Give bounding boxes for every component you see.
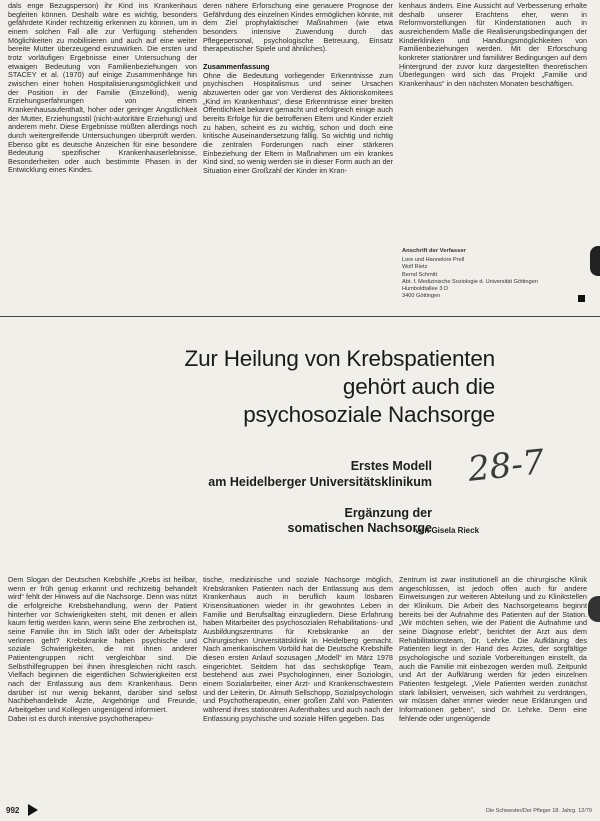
subdeck-line: Ergänzung der — [344, 506, 432, 520]
article-title-line: Zur Heilung von Krebspatienten — [184, 346, 495, 371]
top-column-3 — [399, 2, 587, 152]
author-line: Wolf Rietz — [402, 264, 428, 271]
author-line: Humboldtallee 3 D — [402, 286, 449, 293]
article-byline: von Gisela Rieck — [415, 526, 480, 535]
author-line: Bernd Schmitt — [402, 271, 438, 278]
section-heading-summary: Zusammenfassung — [203, 61, 270, 71]
deck-line: Erstes Modell — [350, 459, 432, 473]
article-column-2-text: tische, medizinische und soziale Nachsorge möglich, Krebskranken Patienten nach der Entlassung aus dem Krankenhaus auch in beruflich kaum lösbaren Krisensituationen wieder in ihr gewohntes Leben in Familie und Berufsalltag einzugliedern. Diese Erfahrung haben Mitarbeiter des psychosozialen Rehabilitations- und Ausbildungszentrums für Krebskranke an der Chirurgischen Universitätsklinik in Heidelberg gemacht. Nach amerikanischem Vorbild hat die Deutsche Krebshilfe diesen ersten Anlauf sozusagen „Modell“ im März 1978 eingerichtet. Seitdem hat das sechsköpfige Team, bestehend aus zwei Psychologinnen, einer Soziologin, einem Sozialarbeiter, einer Arzt- und Krankenschwestern und der Leiterin, Dr. Almuth Sellschopp, Sozialpsychologin und Psychotherapeutin, einer großen Zahl von Patienten während ihres stationären Aufenthaltes und auch nach der Entlassung psychische und soziale Hilfen gegeben. Das — [203, 576, 393, 723]
article-subdeck — [52, 506, 432, 536]
author-address-heading: Anschrift der Verfasser — [402, 248, 466, 254]
handwritten-annotation: 28-7 — [466, 442, 547, 490]
article-title-line: psychosoziale Nachsorge — [243, 402, 495, 427]
top-column-2-text-b: Ohne die Bedeutung vorliegender Erkenntnisse zum psychischen Hospitalismus und seiner Ursachen abzuwerten oder gar von Verdienst des Aktionskomitees „Kind im Krankenhaus“, diese Erkenntnisse einer breiten Öffentlichkeit bekannt gemacht und erfolgreich einige auch bereits Erfolge für die betroffenen Eltern und Kinder erzielt zu haben, scheint es zu wichtig, schon und doch eine kritische Auseinandersetzung fällig. So wichtig und richtig die zentralen Forderungen nach einer stärkeren Einbeziehung der Eltern in Maßnahmen um ein krankes Kind sind, so wenig werden sie in dieser Form auch an der Situation einer Großzahl der Kinder im Kran- — [203, 70, 393, 175]
deck-line: am Heidelberger Universitätsklinikum — [208, 475, 432, 489]
author-line: 3400 Göttingen — [402, 293, 441, 300]
top-column-1 — [8, 2, 197, 237]
article-title — [75, 345, 495, 429]
page-edge-mark — [590, 246, 600, 276]
top-column-1-text: dals enge Bezugsperson) ihr Kind ins Krankenhaus begleiten können. Deshalb wäre es wichtig, besonders gefährdete Kinder rechtzeitig erkennen zu können, um in einem solchen Fall alle zur Verfügung stehenden Möglichkeiten zu mobilisieren und auch auf eine weiter bereite Mutter überzeugend einzuwirken. Die ersten und trotz vorläufigen Ergebnisse einer Untersuchung der etwaigen Bedeutung von Familienbeziehungen von STACEY et al. (1970) auf einige Zusammenhänge hin zwischen einer hohen Hospitalisierungsmöglichkeit und der Position in der Familie (Einzelkind), wenig Erziehungserfahrungen von einem Krankenhausaufenthalt, hoher oder geringer Angstlichkeit der Mutter, Erziehungsstil (nicht-autoritäre Erziehung) und anderem mehr. Diese Ergebnisse müßten allerdings noch durch weitergreifende Untersuchungen überprüft werden. Ebenso gibt es deutsche Anzeichen für eine besondere Bedeutung spezifischer Krankenhauserlebnisse, Besonderheiten oder auch bestimmte Phasen in der Entwicklung eines Kindes. — [8, 2, 197, 175]
article-column-3-text: Zentrum ist zwar institutionell an die chirurgische Klinik angeschlossen, ist jedoch offen auch für andere Einweisungen zur weiteren Abteilung und zu Klinikstellen der Klinikum. Die Arbeit des Nachsorgeteams beginnt bereits bei der Aufnahme des Patienten auf der Station. „Wir möchten sehen, wie der Patient die Aufnahme und seine Diagnose erlebt“, berichtet der Arzt aus dem Rehabilitationsteam, Dr. Lehrke. Die Aufklärung des Patienten liegt in der Hand des Arztes, der sorgfältige psychologische und soziale Vorbereitungen einstellt, da auch die Familie mit einbezogen werden muß. Zeitpunkt und Art der Aufklärung werden für jeden einzelnen Patienten festgelegt. „Viele Patienten werden zunächst stark labilisiert, verweisen, sich wahrheit zu verdrängen, wir müssen daher immer wieder neue Erklärungen und Informationen geben“, sind Dr. Lehrke. Denn eine fehlende oder ungenügende — [399, 576, 587, 723]
article-column-1-last: Dabei ist es durch intensive psychotherapeu- — [8, 713, 154, 723]
article-column-2 — [203, 576, 393, 802]
article-column-3 — [399, 576, 587, 802]
page-number: 992 — [6, 806, 20, 815]
arrow-right-icon — [28, 804, 38, 816]
author-address — [402, 248, 582, 300]
top-column-2 — [203, 2, 393, 237]
article-column-1 — [8, 576, 197, 802]
article-deck — [52, 458, 432, 490]
journal-footer: Die Schwester/Der Pfleger 18. Jahrg. 12/79 — [485, 808, 592, 814]
author-line: Abt. f. Medizinische Soziologie d. Universität Göttingen — [402, 278, 538, 285]
subdeck-line: somatischen Nachsorge — [287, 521, 432, 535]
end-mark-icon — [578, 295, 585, 302]
page-edge-mark — [588, 596, 600, 622]
section-divider — [0, 316, 600, 317]
top-column-2-text-a: deren nähere Erforschung eine genauere Prognose der Gefährdung des einzelnen Kindes ermöglichen könnte, mit dem Ziel prophylaktischer Maßnahmen (wie etwa besonders intensive Zuwendung durch das Pflegepersonal, psychologische Betreuung, Einsatz therapeutischer Spiele und ähnliches). — [203, 2, 393, 54]
top-column-3-text: kenhaus ändern. Eine Aussicht auf Verbesserung erhalte deshalb unserer Erachtens eher, wenn in Reformvorstellungen für Kinderstationen auch in ausreichendem Maße die Realisierungsbedingungen der Kinderkliniken und Handlungsmöglichkeiten von Familienbeziehungen werden. Mit der Erforschung konkreter stationärer und familiärer Bedingungen auf dem Hintergrund der zuvor kurz dargestellten theoretischen Überlegungen wird sich das Projekt „Familie und Krankenhaus“ in den nächsten Monaten beschäftigen. — [399, 2, 587, 88]
article-title-line: gehört auch die — [342, 374, 495, 399]
article-column-1-text: Dem Slogan der Deutschen Krebshilfe „Krebs ist heilbar, wenn er früh genug erkannt und rechtzeitig behandelt wird“ fehlt der Hinweis auf die Nachsorge. Denn was nützt die erfolgreiche Krebsbehandlung, wenn der Patient hinterher vor Schwierigkeiten steht, mit denen er allein kaum fertig werden kann, wenn seine Ehe zerbrochen ist, seine Familie ihn im Stich läßt oder der Arbeitsplatz verloren geht? Krebskranke haben psychische und soziale Schwierigkeiten, die mit ihnen anderer Patientengruppen nicht vergleichbar sind. Die Selbsthilfegruppen bei ihnen ihresgleichen nicht rasch. Vielfach beginnen die eigentlichen Schwierigkeiten erst nach der Entlassung aus dem Krankenhaus. Denn darüber ist nur wenig bekannt, darüber sind selbst Nachbehandelnde Ärzte, Angehörige und Freunde, Arbeitgeber und Kollegen ungenügend informiert. — [8, 576, 197, 714]
author-line: Lore und Hannelore Prell — [402, 257, 465, 264]
